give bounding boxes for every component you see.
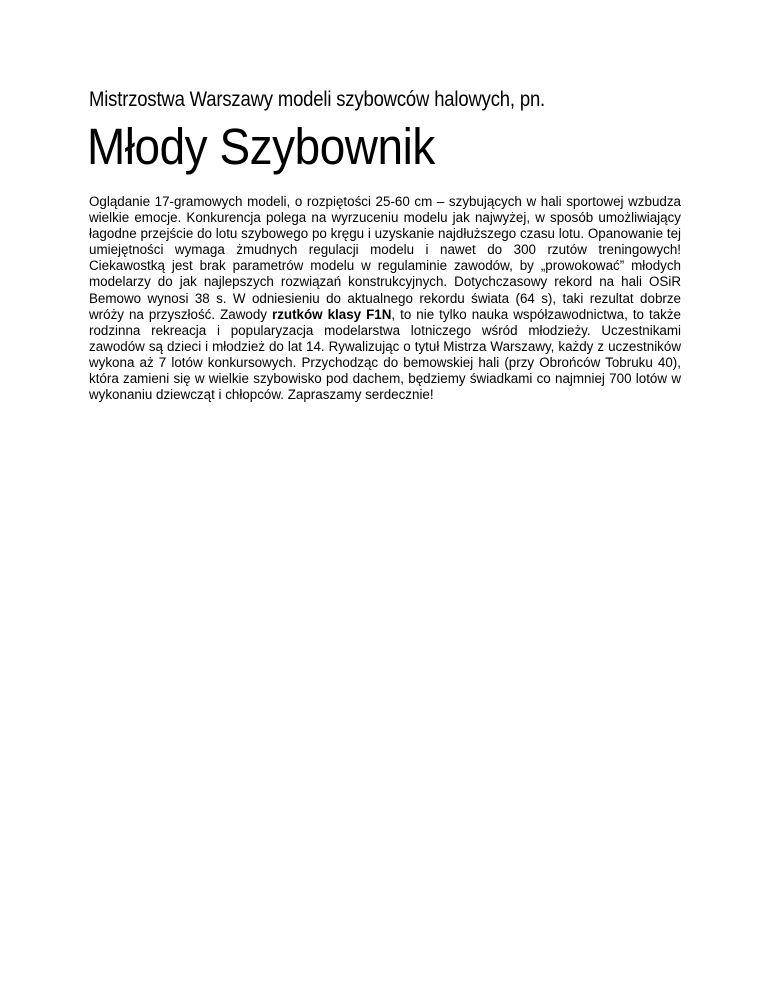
body-text-part-2: , to nie tylko nauka współzawodnictwa, to także rodzinna rekreacja i popularyzacja modelarstwa lotniczego wśród młodzieży. Uczestnikami zawodów są dzieci i młodzież do lat 14. Rywalizując o tytuł Mistrza Warszawy, każdy z uczestników wykona aż 7 lotów konkursowych. Przychodząc do bemowskiej hali (przy Obrońców Tobruku 40), która zamieni się w wielkie szybowisko pod dachem, będziemy świadkami co najmniej 700 lotów w wykonaniu dziewcząt i chłopców. Zapraszamy serdecznie! xyxy=(89,306,682,403)
document-subtitle: Mistrzostwa Warszawy modeli szybowców halowych, pn. xyxy=(89,87,546,111)
body-bold-phrase: rzutków klasy F1N xyxy=(272,306,392,322)
body-text-part-1: Oglądanie 17-gramowych modeli, o rozpiętości 25-60 cm – szybujących w hali sportowej wzbudza wielkie emocje. Konkurencja polega na wyrzuceniu modelu jak najwyżej, w sposób umożliwiający łagodne przejście do lotu szybowego po kręgu i uzyskanie najdłuższego czasu lotu. Opanowanie tej umiejętności wymaga żmudnych regulacji modelu i nawet do 300 rzutów treningowych! Ciekawostką jest brak parametrów modelu w regulaminie zawodów, by „prowokować” młodych modelarzy do jak najlepszych rozwiązań konstrukcyjnych. Dotychczasowy rekord na hali OSiR Bemowo wynosi 38 s. W odniesieniu do aktualnego rekordu świata (64 s), taki rezultat dobrze wróży na przyszłość. Zawody xyxy=(89,194,681,322)
document-title: Młody Szybownik xyxy=(87,118,435,175)
body-paragraph xyxy=(89,194,681,403)
